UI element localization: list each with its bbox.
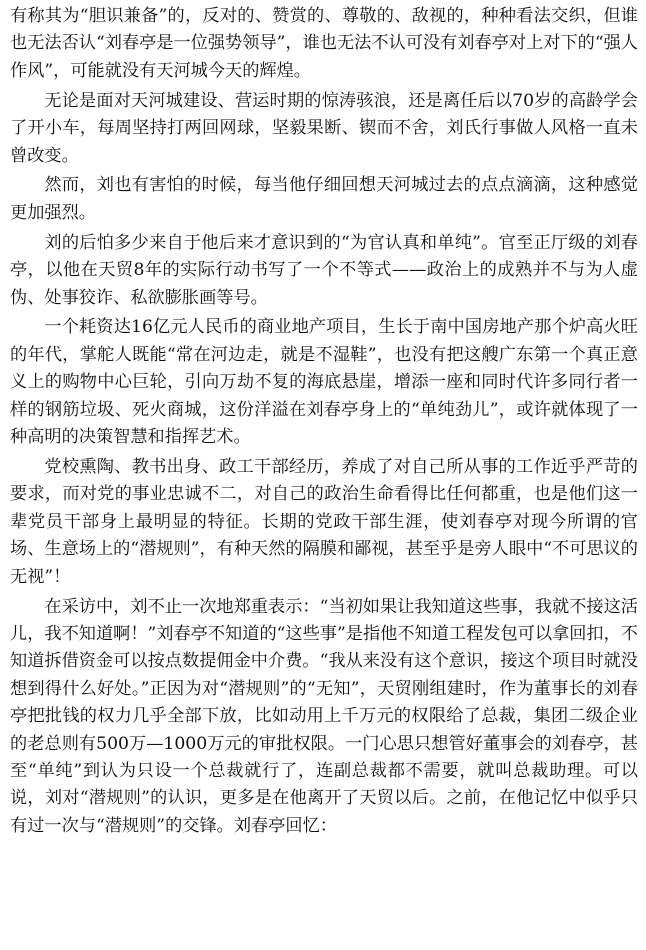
paragraph-7: 在采访中，刘不止一次地郑重表示：“当初如果让我知道这些事，我就不接这活儿，我不知道啊！”刘春亭不知道的“这些事”是指他不知道工程发包可以拿回扣，不知道拆借资金可以按点数提佣金中介费。“我从来没有这个意识，接这个项目时就没想到得什么好处。”正因为对“潜规则”的“无知”，天贸刚组建时，作为董事长的刘春亭把批钱的权力几乎全部下放，比如动用上千万元的权限给了总裁，集团二级企业的老总则有500万—1000万元的审批权限。一门心思只想管好董事会的刘春亭，甚至“单纯”到认为只设一个总裁就行了，连副总裁都不需要，就叫总裁助理。可以说，刘对“潜规则”的认识，更多是在他离开了天贸以后。之前，在他记忆中似乎只有过一次与“潜规则”的交锋。刘春亭回忆： bbox=[10, 596, 638, 836]
paragraph-2: 无论是面对天河城建设、营运时期的惊涛骇浪，还是离任后以70岁的高龄学会了开小车，每周坚持打两回网球，坚毅果断、锲而不舍，刘氏行事做人风格一直未曾改变。 bbox=[10, 90, 638, 166]
paragraph-6: 党校熏陶、教书出身、政工干部经历，养成了对自己所从事的工作近乎严苛的要求，而对党的事业忠诚不二，对自己的政治生命看得比任何都重，也是他们这一辈党员干部身上最明显的特征。长期的党政干部生涯，使刘春亭对现今所谓的官场、生意场上的“潜规则”，有种天然的隔膜和鄙视，甚至乎是旁人眼中“不可思议的无视”！ bbox=[10, 457, 638, 587]
paragraph-1: 有称其为“胆识兼备”的，反对的、赞赏的、尊敬的、敌视的，种种看法交织，但谁也无法否认“刘春亭是一位强势领导”，谁也无法不认可没有刘春亭对上对下的“强人作风”，可能就没有天河城今天的辉煌。 bbox=[10, 6, 638, 81]
paragraph-4: 刘的后怕多少来自于他后来才意识到的“为官认真和单纯”。官至正厅级的刘春亭，以他在天贸8年的实际行动书写了一个不等式——政治上的成熟并不与为人虚伪、处事狡诈、私欲膨胀画等号。 bbox=[10, 232, 638, 308]
body-text bbox=[10, 3, 638, 843]
paragraph-3: 然而，刘也有害怕的时候，每当他仔细回想天河城过去的点点滴滴，这种感觉更加强烈。 bbox=[10, 175, 638, 223]
paragraph-5: 一个耗资达16亿元人民币的商业地产项目，生长于南中国房地产那个炉高火旺的年代，掌舵人既能“常在河边走，就是不湿鞋”，也没有把这艘广东第一个真正意义上的购物中心巨轮，引向万劫不复的海底悬崖，增添一座和同时代许多同行者一样的钢筋垃圾、死火商城，这份洋溢在刘春亭身上的“单纯劲儿”，或许就体现了一种高明的决策智慧和指挥艺术。 bbox=[10, 317, 638, 448]
